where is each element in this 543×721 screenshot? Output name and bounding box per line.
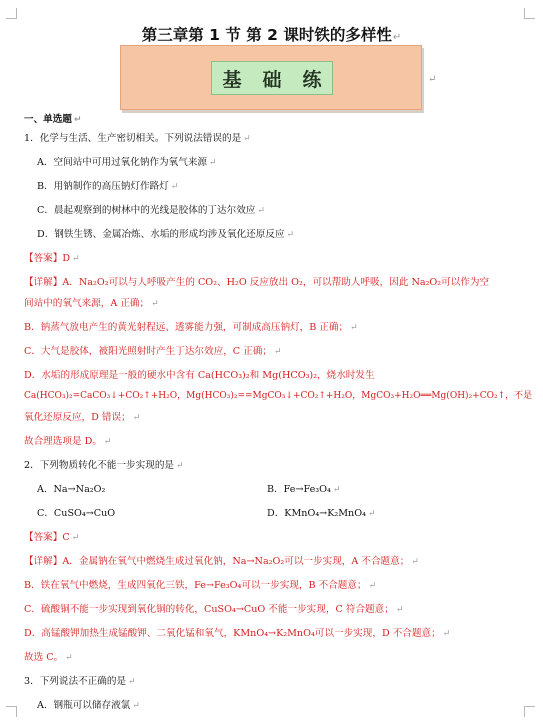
paragraph-return-icon: ↵ <box>209 158 217 168</box>
explanation-line: 氧化还原反应，D 错误； ↵ <box>24 412 141 423</box>
answer-line: 【答案】C ↵ <box>24 532 80 543</box>
option-a: A．钢瓶可以储存液氯 ↵ <box>37 700 140 711</box>
paragraph-return-icon: ↵ <box>65 653 73 663</box>
paragraph-return-icon: ↵ <box>273 347 282 357</box>
explanation-line: B．钠蒸气放电产生的黄光射程远、透雾能力强，可制成高压钠灯，B 正确； ↵ <box>24 322 358 333</box>
page-title: 第三章第 1 节 第 2 课时铁的多样性↵ <box>141 26 402 44</box>
paragraph-return-icon: ↵ <box>395 605 404 615</box>
section-banner <box>120 45 422 110</box>
explanation-line: C．大气是胶体，被阳光照射时产生丁达尔效应，C 正确； ↵ <box>24 346 282 357</box>
paragraph-return-icon: ↵ <box>367 509 376 519</box>
paragraph-return-icon: ↵ <box>332 485 341 495</box>
explanation-line: D．高锰酸钾加热生成锰酸钾、二氧化锰和氧气，KMnO₄→K₂MnO₄可以一步实现，D 不合题意； ↵ <box>24 628 451 639</box>
paragraph-return-icon: ↵ <box>170 182 179 192</box>
paragraph-return-icon: ↵ <box>350 323 358 333</box>
option-c: C．晨起观察到的树林中的光线是胶体的丁达尔效应 ↵ <box>37 205 265 216</box>
conclusion-line: 故合理选项是 D。 ↵ <box>24 436 112 447</box>
option-row <box>37 507 542 520</box>
conclusion-line: 故选 C。 ↵ <box>24 652 73 663</box>
answer-line: 【答案】D ↵ <box>24 253 80 264</box>
paragraph-return-icon: ↵ <box>392 32 402 43</box>
option-a: A．Na→Na₂O₂ <box>37 484 106 495</box>
paragraph-return-icon: ↵ <box>411 557 419 567</box>
paragraph-return-icon: ↵ <box>428 74 437 85</box>
option-b: B．Fe→Fe₃O₄ ↵ <box>267 484 341 495</box>
margin-corner-mark <box>6 706 17 717</box>
paragraph-return-icon: ↵ <box>243 134 251 144</box>
paragraph-return-icon: ↵ <box>286 230 295 240</box>
paragraph-return-icon: ↵ <box>73 115 82 125</box>
paragraph-return-icon: ↵ <box>72 254 80 264</box>
explanation-line: 【详解】A．金属钠在氧气中燃烧生成过氧化钠，Na→Na₂O₂可以一步实现，A 不合题意； ↵ <box>24 556 419 567</box>
banner-label <box>211 61 333 95</box>
option-d: D．钢铁生锈、金属冶炼、水垢的形成均涉及氧化还原反应 ↵ <box>37 229 295 240</box>
explanation-line: 【详解】A．Na₂O₂可以与人呼吸产生的 CO₂、H₂O 反应放出 O₂，可以帮助人呼吸，因此 Na₂O₂可以作为空 <box>24 277 490 288</box>
question-stem: 1．化学与生活、生产密切相关。下列说法错误的是 ↵ <box>24 133 251 144</box>
paragraph-return-icon: ↵ <box>257 206 265 216</box>
paragraph-return-icon: ↵ <box>132 413 141 423</box>
explanation-line: C．硫酸铜不能一步实现到氧化铜的转化，CuSO₄→CuO 不能一步实现，C 符合题意； ↵ <box>24 604 404 615</box>
explanation-line: Ca(HCO₃)₂=CaCO₃↓+CO₂↑+H₂O，Mg(HCO₃)₂==MgCO₃↓+CO₂↑+H₂O，MgCO₃+H₂O══Mg(OH)₂+CO₂↑，不是 <box>24 391 533 401</box>
paragraph-return-icon: ↵ <box>368 581 377 591</box>
explanation-line: 间站中的氧气来源，A 正确； ↵ <box>24 298 159 309</box>
banner-char: 础 <box>262 68 282 91</box>
question-stem: 2．下列物质转化不能一步实现的是 ↵ <box>24 460 184 471</box>
option-row <box>37 483 542 496</box>
banner-char: 练 <box>302 68 322 91</box>
option-d: D．KMnO₄→K₂MnO₄ ↵ <box>267 508 376 519</box>
paragraph-return-icon: ↵ <box>103 437 112 447</box>
paragraph-return-icon: ↵ <box>128 677 136 687</box>
margin-corner-mark <box>6 8 17 19</box>
paragraph-return-icon: ↵ <box>151 299 159 309</box>
option-b: B．用钠制作的高压钠灯作路灯 ↵ <box>37 181 179 192</box>
margin-corner-mark <box>524 8 535 19</box>
section-heading: 一、单选题 ↵ <box>24 114 82 125</box>
explanation-line: D．水垢的形成原理是一般的硬水中含有 Ca(HCO₃)₂和 Mg(HCO₃)₂，烧水时发生 <box>24 370 375 381</box>
option-c: C．CuSO₄→CuO <box>37 508 116 519</box>
banner-char: 基 <box>222 68 242 91</box>
paragraph-return-icon: ↵ <box>71 533 80 543</box>
explanation-line: B．铁在氧气中燃烧，生成四氧化三铁，Fe→Fe₃O₄可以一步实现，B 不合题意； ↵ <box>24 580 377 591</box>
paragraph-return-icon: ↵ <box>132 701 140 711</box>
paragraph-return-icon: ↵ <box>176 461 184 471</box>
question-stem: 3．下列说法不正确的是 ↵ <box>24 676 136 687</box>
paragraph-return-icon: ↵ <box>442 629 451 639</box>
option-a: A．空间站中可用过氧化钠作为氧气来源 ↵ <box>37 157 217 168</box>
